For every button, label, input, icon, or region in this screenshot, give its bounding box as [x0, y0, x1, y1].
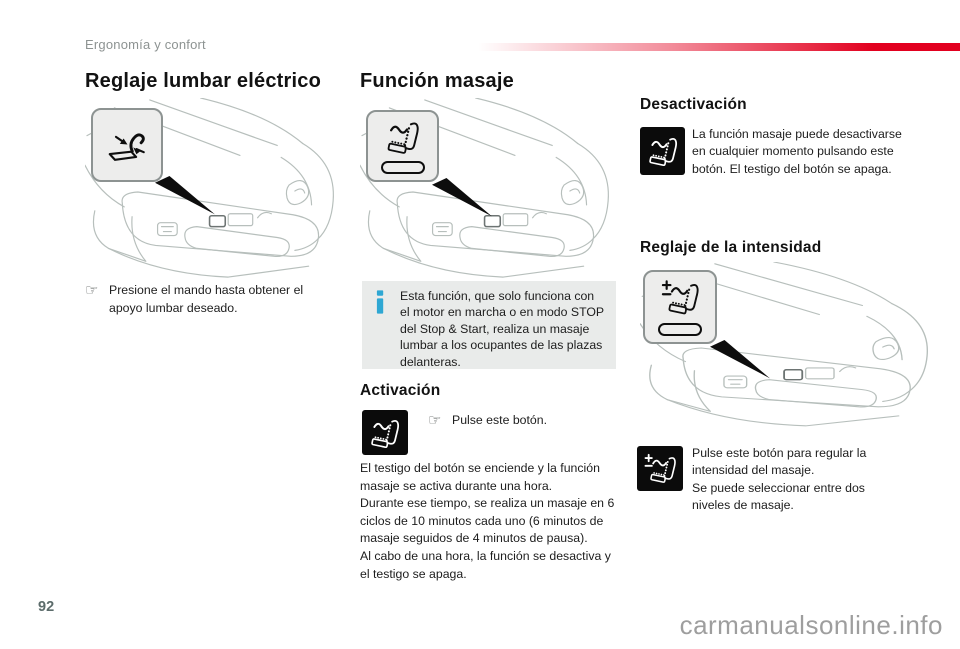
figure-lumbar-seat	[85, 98, 340, 286]
callout-massage-button	[366, 110, 439, 182]
instruction-lumbar	[85, 282, 337, 317]
deactivate-massage-button	[640, 127, 685, 175]
massage-seat-icon	[368, 416, 402, 450]
activate-massage-button	[362, 410, 408, 455]
section-title-massage: Función masaje	[360, 70, 514, 92]
breadcrumb: Ergonomía y confort	[85, 37, 206, 52]
intensity-paragraph: Pulse este botón para regular la intensidad del masaje.	[692, 446, 867, 478]
callout-arrow	[710, 340, 772, 386]
callout-intensity-button	[643, 270, 717, 344]
heading-activation: Activación	[360, 382, 441, 399]
massage-seat-icon	[646, 134, 680, 168]
hand-pointer-icon: ☞	[85, 282, 99, 299]
heading-intensity: Reglaje de la intensidad	[640, 239, 822, 256]
pill-button	[658, 323, 702, 336]
info-box	[362, 281, 616, 369]
info-box-text: Esta función, que solo funciona con el motor en marcha o en modo STOP del Stop & Start, realiza un masaje lumbar a los ocupantes de las plazas delanteras.	[400, 289, 604, 369]
callout-arrow	[155, 176, 217, 222]
figure-massage-seat	[360, 98, 615, 286]
page-number: 92	[38, 599, 55, 615]
intensity-button	[637, 446, 683, 491]
massage-intensity-icon	[642, 452, 678, 486]
activation-body	[360, 460, 622, 583]
info-icon	[376, 288, 400, 369]
instruction-activation	[428, 412, 608, 430]
heading-deactivation: Desactivación	[640, 96, 747, 113]
massage-intensity-icon	[658, 278, 702, 318]
massage-seat-icon	[383, 118, 423, 156]
hand-pointer-icon: ☞	[428, 412, 442, 429]
figure-intensity-seat	[640, 262, 935, 434]
pill-button	[381, 161, 425, 174]
deactivation-text: La función masaje puede desactivarse en cualquier momento pulsando este botón. El testigo del botón se apaga.	[692, 127, 902, 176]
activation-paragraph: El testigo del botón se enciende y la función masaje se activa durante una hora.	[360, 461, 600, 493]
section-title-lumbar: Reglaje lumbar eléctrico	[85, 70, 322, 92]
callout-arrow	[432, 178, 494, 224]
instruction-activation-text: Pulse este botón.	[452, 413, 548, 427]
lumbar-adjust-icon	[104, 122, 150, 168]
intensity-body	[692, 445, 904, 515]
callout-lumbar-button	[91, 108, 163, 182]
watermark: carmanualsonline.info	[679, 610, 943, 640]
activation-paragraph: Durante ese tiempo, se realiza un masaje en 6 ciclos de 10 minutos cada uno (6 minutos de masaje seguidos de 4 minutos de pausa).	[360, 496, 615, 546]
activation-paragraph: Al cabo de una hora, la función se desactiva y el testigo se apaga.	[360, 548, 611, 581]
intensity-paragraph: Se puede seleccionar entre dos niveles de masaje.	[692, 480, 865, 513]
instruction-lumbar-text: Presione el mando hasta obtener el apoyo lumbar deseado.	[109, 283, 304, 315]
header-accent-bar	[478, 43, 960, 51]
